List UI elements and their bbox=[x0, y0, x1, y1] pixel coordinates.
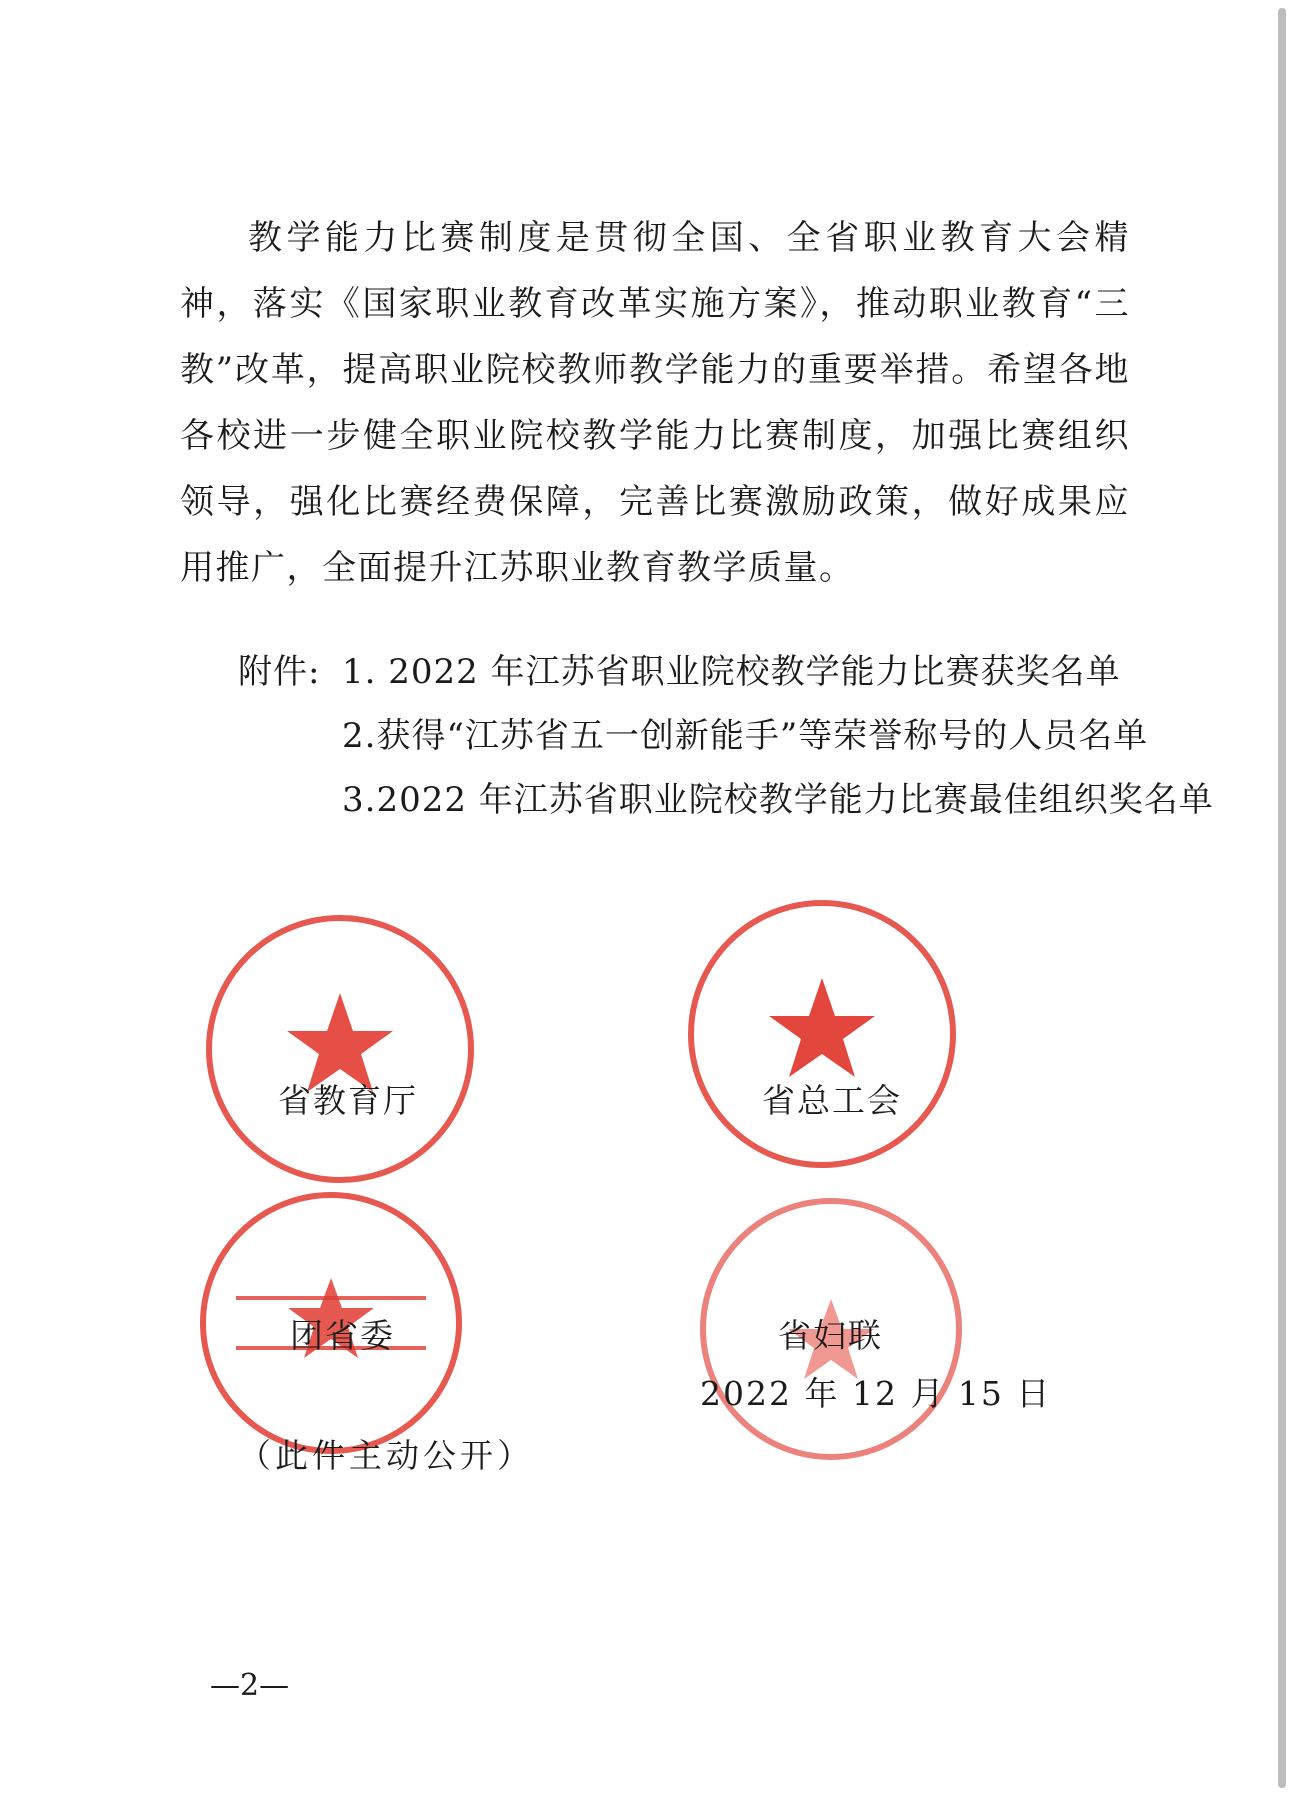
attachment-item bbox=[238, 704, 1214, 768]
scrollbar-thumb[interactable] bbox=[1278, 8, 1286, 1788]
vertical-scrollbar[interactable] bbox=[1278, 8, 1286, 1788]
seal-graphic bbox=[694, 906, 950, 1162]
signatory-womens-federation: 省妇联 bbox=[778, 1316, 883, 1355]
attachment-item bbox=[238, 768, 1214, 832]
attachments-list bbox=[238, 640, 1214, 832]
signatory-trade-union: 省总工会 bbox=[762, 1081, 902, 1120]
body-paragraph: 教学能力比赛制度是贯彻全国、全省职业教育大会精神，落实《国家职业教育改革实施方案》，推动职业教育“三教”改革，提高职业院校教师教学能力的重要举措。希望各地各校进一步健全职业院校教学能力比赛制度，加强比赛组织领导，强化比赛经费保障，完善比赛激励政策，做好成果应用推广，全面提升江苏职业教育教学质量。 bbox=[180, 218, 1130, 588]
signature-date: 2022 年 12 月 15 日 bbox=[700, 1374, 1052, 1413]
seal-graphic bbox=[212, 921, 468, 1177]
attachment-text: 3.2022 年江苏省职业院校教学能力比赛最佳组织奖名单 bbox=[342, 780, 1214, 820]
public-disclosure-note: （此件主动公开） bbox=[238, 1436, 534, 1475]
seal-trade-union bbox=[688, 900, 956, 1168]
signatory-youth-league: 团省委 bbox=[290, 1316, 395, 1355]
body-text bbox=[180, 205, 1130, 601]
signatory-education-department: 省教育厅 bbox=[278, 1081, 418, 1120]
attachment-text: 1. 2022 年江苏省职业院校教学能力比赛获奖名单 bbox=[342, 652, 1121, 692]
attachment-item bbox=[238, 640, 1214, 704]
star-icon bbox=[769, 978, 875, 1077]
seal-education-department bbox=[206, 915, 474, 1183]
attachments-label: 附件: bbox=[238, 652, 321, 692]
attachment-text: 2.获得“江苏省五一创新能手”等荣誉称号的人员名单 bbox=[342, 716, 1149, 756]
page-number: —2— bbox=[210, 1668, 290, 1703]
